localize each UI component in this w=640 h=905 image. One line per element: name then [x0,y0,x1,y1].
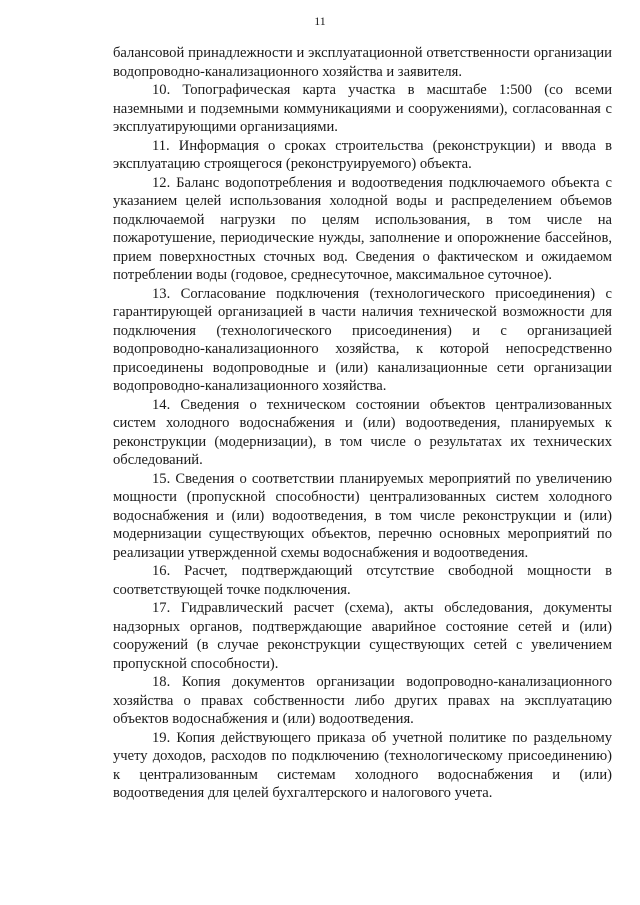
paragraph-item-12: 12. Баланс водопотребления и водоотведения подключаемого объекта с указанием целей использования холодной воды и распределением объемов подключаемой нагрузки по целям использования, в том числе на пожаротушение, периодические нужды, заполнение и опорожнение бассейнов, прием поверхностных сточных вод. Сведения о фактическом и ожидаемом потреблении воды (годовое, среднесуточное, максимальное суточное). [113,174,612,283]
paragraph-item-14: 14. Сведения о техническом состоянии объектов централизованных систем холодного водоснабжения и (или) водоотведения, планируемых к реконструкции (модернизации), в том числе о результатах их технических обследований. [113,396,612,468]
paragraph-item-11: 11. Информация о сроках строительства (реконструкции) и ввода в эксплуатацию строящегося (реконструируемого) объекта. [113,137,612,172]
page-number: 11 [314,14,326,28]
paragraph-item-19: 19. Копия действующего приказа об учетной политике по раздельному учету доходов, расходов по подключению (технологическому присоединению) к централизованным системам холодного водоснабжения и (или) водоотведения для целей бухгалтерского и налогового учета. [113,729,612,801]
document-body [113,44,612,803]
paragraph-continuation: балансовой принадлежности и эксплуатационной ответственности организации водопроводно-канализационного хозяйства и заявителя. [113,45,612,80]
paragraph-item-10: 10. Топографическая карта участка в масштабе 1:500 (со всеми наземными и подземными коммуникациями и сооружениями), согласованная с эксплуатирующими организациями. [113,82,612,135]
paragraph-item-18: 18. Копия документов организации водопроводно-канализационного хозяйства о правах собственности либо других правах на эксплуатацию объектов водоснабжения и (или) водоотведения. [113,674,612,727]
paragraph-item-15: 15. Сведения о соответствии планируемых мероприятий по увеличению мощности (пропускной способности) централизованных систем холодного водоснабжения и (или) водоотведения, в том числе реконструкции и (или) модернизации существующих объектов, перечню основных мероприятий по реализации утвержденной схемы водоснабжения и водоотведения. [113,470,612,561]
paragraph-item-16: 16. Расчет, подтверждающий отсутствие свободной мощности в соответствующей точке подключения. [113,563,612,598]
paragraph-item-17: 17. Гидравлический расчет (схема), акты обследования, документы надзорных органов, подтверждающие аварийное состояние сетей и (или) сооружений (в случае реконструкции существующих сетей с увеличением пропускной способности). [113,600,612,672]
paragraph-item-13: 13. Согласование подключения (технологического присоединения) с гарантирующей организацией в части наличия технической возможности для подключения (технологического присоединения) и с организацией водопроводно-канализационного хозяйства, к которой непосредственно присоединены водопроводные и (или) канализационные сети организации водопроводно-канализационного хозяйства. [113,285,612,394]
